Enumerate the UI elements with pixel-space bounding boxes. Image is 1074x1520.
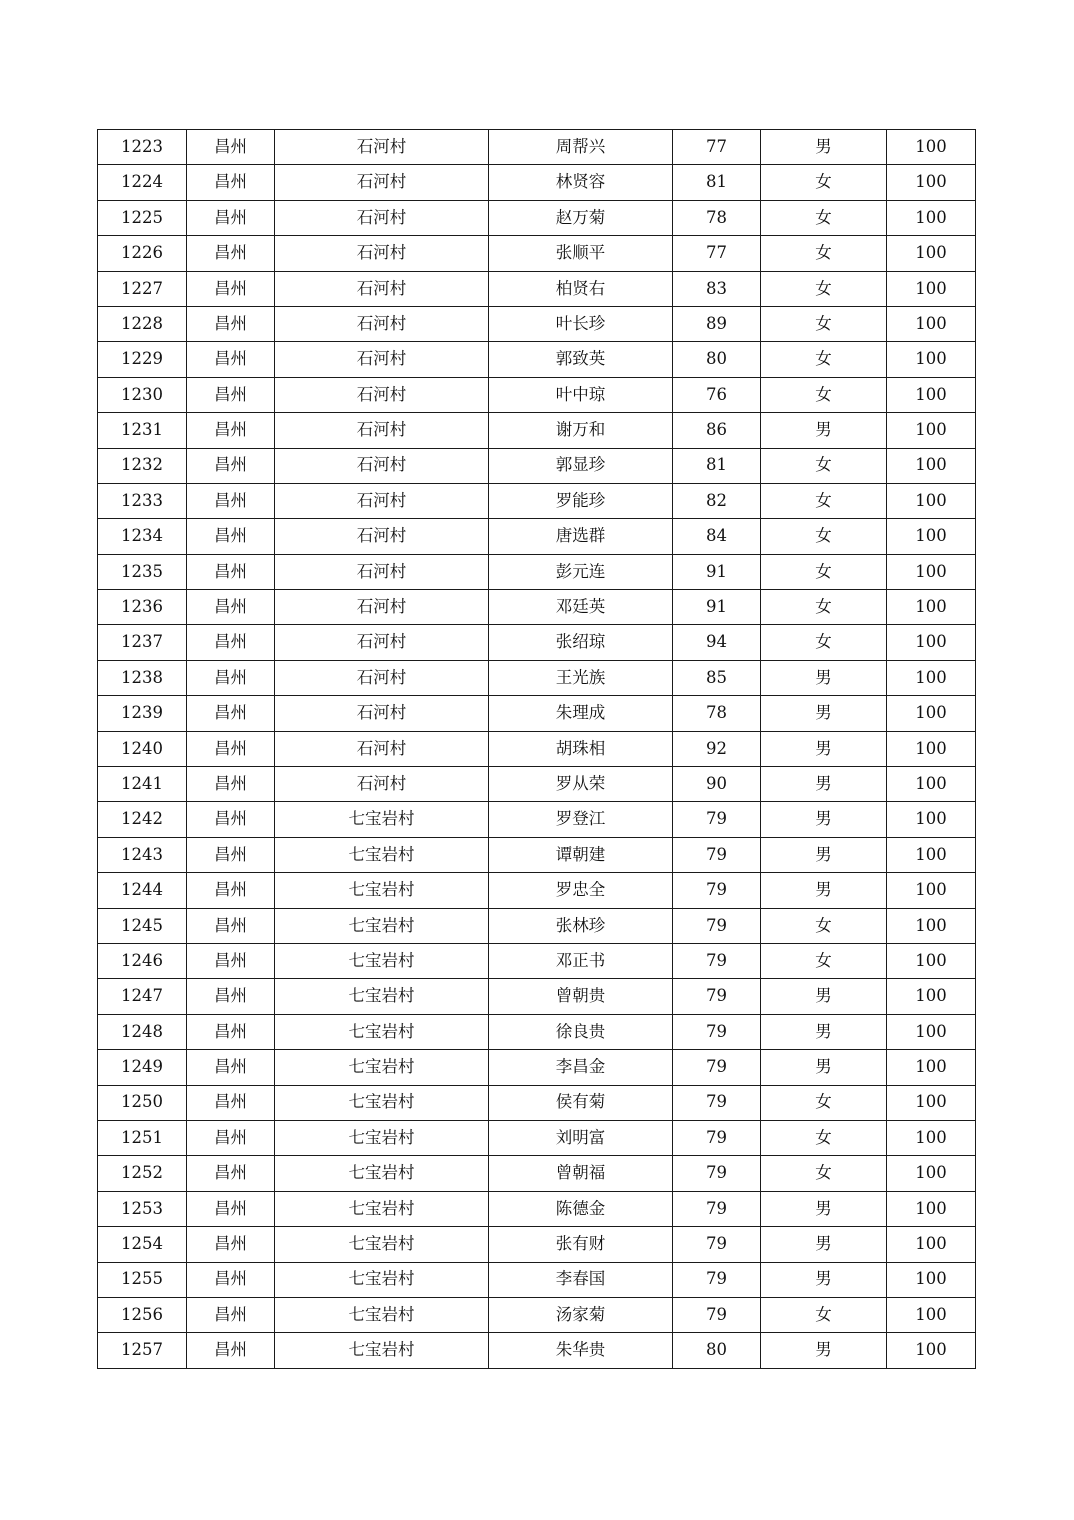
serial-number-cell: 1231 [98,413,187,448]
serial-number-cell: 1241 [98,767,187,802]
sex-cell: 男 [761,1050,887,1085]
table-row [98,130,976,165]
amount-cell: 100 [887,1085,976,1120]
age-cell: 84 [673,519,761,554]
serial-number-cell: 1232 [98,448,187,483]
amount-cell: 100 [887,1262,976,1297]
town-cell: 昌州 [187,1014,275,1049]
sex-cell: 男 [761,696,887,731]
serial-number-cell: 1223 [98,130,187,165]
serial-number-cell: 1256 [98,1297,187,1332]
town-cell: 昌州 [187,696,275,731]
name-cell: 邓正书 [489,943,673,978]
town-cell: 昌州 [187,130,275,165]
table-row [98,802,976,837]
age-cell: 76 [673,377,761,412]
age-cell: 79 [673,979,761,1014]
amount-cell: 100 [887,1333,976,1368]
sex-cell: 男 [761,837,887,872]
sex-cell: 男 [761,130,887,165]
serial-number-cell: 1228 [98,306,187,341]
sex-cell: 女 [761,1297,887,1332]
name-cell: 罗能珍 [489,483,673,518]
age-cell: 77 [673,236,761,271]
amount-cell: 100 [887,767,976,802]
recipient-table [97,129,976,1369]
sex-cell: 女 [761,519,887,554]
town-cell: 昌州 [187,1156,275,1191]
town-cell: 昌州 [187,554,275,589]
sex-cell: 女 [761,625,887,660]
amount-cell: 100 [887,979,976,1014]
table-row [98,908,976,943]
age-cell: 80 [673,1333,761,1368]
sex-cell: 女 [761,554,887,589]
age-cell: 90 [673,767,761,802]
amount-cell: 100 [887,130,976,165]
amount-cell: 100 [887,696,976,731]
age-cell: 81 [673,448,761,483]
serial-number-cell: 1243 [98,837,187,872]
table-row [98,873,976,908]
sex-cell: 女 [761,165,887,200]
village-cell: 石河村 [275,448,489,483]
age-cell: 81 [673,165,761,200]
name-cell: 柏贤右 [489,271,673,306]
amount-cell: 100 [887,873,976,908]
name-cell: 郭显珍 [489,448,673,483]
name-cell: 谭朝建 [489,837,673,872]
name-cell: 谢万和 [489,413,673,448]
table-row [98,837,976,872]
village-cell: 七宝岩村 [275,1120,489,1155]
sex-cell: 男 [761,1333,887,1368]
village-cell: 石河村 [275,413,489,448]
town-cell: 昌州 [187,590,275,625]
age-cell: 79 [673,1085,761,1120]
name-cell: 赵万菊 [489,200,673,235]
village-cell: 石河村 [275,625,489,660]
amount-cell: 100 [887,342,976,377]
village-cell: 七宝岩村 [275,837,489,872]
village-cell: 石河村 [275,130,489,165]
serial-number-cell: 1235 [98,554,187,589]
age-cell: 79 [673,1191,761,1226]
age-cell: 89 [673,306,761,341]
table-row [98,236,976,271]
table-row [98,448,976,483]
town-cell: 昌州 [187,1191,275,1226]
age-cell: 78 [673,200,761,235]
table-row [98,1014,976,1049]
table-row [98,165,976,200]
town-cell: 昌州 [187,943,275,978]
town-cell: 昌州 [187,1333,275,1368]
village-cell: 七宝岩村 [275,943,489,978]
village-cell: 七宝岩村 [275,1014,489,1049]
town-cell: 昌州 [187,837,275,872]
name-cell: 刘明富 [489,1120,673,1155]
town-cell: 昌州 [187,342,275,377]
serial-number-cell: 1240 [98,731,187,766]
sex-cell: 女 [761,483,887,518]
serial-number-cell: 1236 [98,590,187,625]
table-row [98,1262,976,1297]
age-cell: 79 [673,802,761,837]
sex-cell: 男 [761,1191,887,1226]
table-row [98,342,976,377]
sex-cell: 男 [761,413,887,448]
sex-cell: 女 [761,306,887,341]
serial-number-cell: 1242 [98,802,187,837]
serial-number-cell: 1254 [98,1227,187,1262]
table-row [98,306,976,341]
town-cell: 昌州 [187,731,275,766]
village-cell: 七宝岩村 [275,1333,489,1368]
town-cell: 昌州 [187,519,275,554]
village-cell: 七宝岩村 [275,1156,489,1191]
age-cell: 92 [673,731,761,766]
table-row [98,1050,976,1085]
sex-cell: 女 [761,943,887,978]
amount-cell: 100 [887,554,976,589]
age-cell: 83 [673,271,761,306]
age-cell: 79 [673,1297,761,1332]
name-cell: 张绍琼 [489,625,673,660]
amount-cell: 100 [887,483,976,518]
table-row [98,590,976,625]
serial-number-cell: 1226 [98,236,187,271]
town-cell: 昌州 [187,908,275,943]
serial-number-cell: 1250 [98,1085,187,1120]
serial-number-cell: 1249 [98,1050,187,1085]
table-row [98,200,976,235]
serial-number-cell: 1224 [98,165,187,200]
amount-cell: 100 [887,413,976,448]
age-cell: 78 [673,696,761,731]
village-cell: 石河村 [275,377,489,412]
table-row [98,1156,976,1191]
town-cell: 昌州 [187,1297,275,1332]
amount-cell: 100 [887,236,976,271]
name-cell: 王光族 [489,660,673,695]
amount-cell: 100 [887,306,976,341]
serial-number-cell: 1246 [98,943,187,978]
amount-cell: 100 [887,590,976,625]
sex-cell: 男 [761,1262,887,1297]
serial-number-cell: 1239 [98,696,187,731]
serial-number-cell: 1244 [98,873,187,908]
sex-cell: 女 [761,271,887,306]
name-cell: 邓廷英 [489,590,673,625]
town-cell: 昌州 [187,306,275,341]
village-cell: 石河村 [275,236,489,271]
serial-number-cell: 1248 [98,1014,187,1049]
age-cell: 79 [673,1120,761,1155]
serial-number-cell: 1233 [98,483,187,518]
village-cell: 石河村 [275,696,489,731]
town-cell: 昌州 [187,873,275,908]
age-cell: 86 [673,413,761,448]
serial-number-cell: 1245 [98,908,187,943]
amount-cell: 100 [887,660,976,695]
name-cell: 陈德金 [489,1191,673,1226]
town-cell: 昌州 [187,1050,275,1085]
age-cell: 80 [673,342,761,377]
village-cell: 七宝岩村 [275,1227,489,1262]
sex-cell: 女 [761,448,887,483]
sex-cell: 男 [761,660,887,695]
town-cell: 昌州 [187,660,275,695]
town-cell: 昌州 [187,165,275,200]
name-cell: 罗登江 [489,802,673,837]
table-row [98,696,976,731]
serial-number-cell: 1251 [98,1120,187,1155]
village-cell: 七宝岩村 [275,979,489,1014]
serial-number-cell: 1238 [98,660,187,695]
name-cell: 徐良贵 [489,1014,673,1049]
amount-cell: 100 [887,1014,976,1049]
amount-cell: 100 [887,731,976,766]
sex-cell: 女 [761,1120,887,1155]
name-cell: 李春国 [489,1262,673,1297]
amount-cell: 100 [887,1120,976,1155]
name-cell: 朱理成 [489,696,673,731]
sex-cell: 男 [761,731,887,766]
amount-cell: 100 [887,200,976,235]
name-cell: 唐选群 [489,519,673,554]
name-cell: 周帮兴 [489,130,673,165]
table-row [98,625,976,660]
town-cell: 昌州 [187,625,275,660]
amount-cell: 100 [887,377,976,412]
serial-number-cell: 1253 [98,1191,187,1226]
table-row [98,767,976,802]
age-cell: 79 [673,873,761,908]
sex-cell: 男 [761,802,887,837]
name-cell: 罗忠全 [489,873,673,908]
table-row [98,1297,976,1332]
name-cell: 郭致英 [489,342,673,377]
serial-number-cell: 1230 [98,377,187,412]
age-cell: 94 [673,625,761,660]
town-cell: 昌州 [187,802,275,837]
serial-number-cell: 1234 [98,519,187,554]
town-cell: 昌州 [187,271,275,306]
amount-cell: 100 [887,1156,976,1191]
sex-cell: 女 [761,377,887,412]
village-cell: 石河村 [275,660,489,695]
village-cell: 石河村 [275,767,489,802]
sex-cell: 女 [761,590,887,625]
town-cell: 昌州 [187,1085,275,1120]
serial-number-cell: 1255 [98,1262,187,1297]
town-cell: 昌州 [187,413,275,448]
name-cell: 张有财 [489,1227,673,1262]
village-cell: 石河村 [275,590,489,625]
amount-cell: 100 [887,1191,976,1226]
village-cell: 石河村 [275,483,489,518]
amount-cell: 100 [887,837,976,872]
amount-cell: 100 [887,802,976,837]
sex-cell: 女 [761,342,887,377]
name-cell: 张顺平 [489,236,673,271]
name-cell: 朱华贵 [489,1333,673,1368]
amount-cell: 100 [887,1227,976,1262]
name-cell: 林贤容 [489,165,673,200]
amount-cell: 100 [887,1297,976,1332]
village-cell: 七宝岩村 [275,1085,489,1120]
table-row [98,1085,976,1120]
table-row [98,1333,976,1368]
name-cell: 曾朝福 [489,1156,673,1191]
town-cell: 昌州 [187,483,275,518]
sex-cell: 女 [761,200,887,235]
name-cell: 胡珠相 [489,731,673,766]
town-cell: 昌州 [187,448,275,483]
table-row [98,1191,976,1226]
table-row [98,731,976,766]
table-row [98,979,976,1014]
sex-cell: 女 [761,908,887,943]
table-row [98,483,976,518]
age-cell: 79 [673,1014,761,1049]
name-cell: 侯有菊 [489,1085,673,1120]
table-row [98,554,976,589]
village-cell: 七宝岩村 [275,1297,489,1332]
town-cell: 昌州 [187,200,275,235]
village-cell: 石河村 [275,271,489,306]
amount-cell: 100 [887,519,976,554]
age-cell: 91 [673,554,761,589]
age-cell: 82 [673,483,761,518]
serial-number-cell: 1257 [98,1333,187,1368]
town-cell: 昌州 [187,767,275,802]
age-cell: 85 [673,660,761,695]
age-cell: 77 [673,130,761,165]
name-cell: 张林珍 [489,908,673,943]
table-row [98,271,976,306]
serial-number-cell: 1225 [98,200,187,235]
table-row [98,660,976,695]
town-cell: 昌州 [187,979,275,1014]
name-cell: 汤家菊 [489,1297,673,1332]
age-cell: 79 [673,1050,761,1085]
age-cell: 79 [673,1227,761,1262]
serial-number-cell: 1237 [98,625,187,660]
amount-cell: 100 [887,165,976,200]
age-cell: 91 [673,590,761,625]
town-cell: 昌州 [187,1262,275,1297]
town-cell: 昌州 [187,236,275,271]
table-row [98,943,976,978]
serial-number-cell: 1227 [98,271,187,306]
village-cell: 石河村 [275,731,489,766]
name-cell: 罗从荣 [489,767,673,802]
age-cell: 79 [673,943,761,978]
name-cell: 李昌金 [489,1050,673,1085]
village-cell: 石河村 [275,200,489,235]
sex-cell: 女 [761,236,887,271]
town-cell: 昌州 [187,377,275,412]
sex-cell: 男 [761,767,887,802]
village-cell: 七宝岩村 [275,802,489,837]
amount-cell: 100 [887,271,976,306]
village-cell: 石河村 [275,519,489,554]
amount-cell: 100 [887,625,976,660]
age-cell: 79 [673,837,761,872]
village-cell: 七宝岩村 [275,1262,489,1297]
table-row [98,519,976,554]
age-cell: 79 [673,1156,761,1191]
village-cell: 七宝岩村 [275,1191,489,1226]
village-cell: 石河村 [275,306,489,341]
sex-cell: 男 [761,1227,887,1262]
table-row [98,377,976,412]
village-cell: 石河村 [275,342,489,377]
town-cell: 昌州 [187,1120,275,1155]
amount-cell: 100 [887,448,976,483]
name-cell: 叶长珍 [489,306,673,341]
age-cell: 79 [673,908,761,943]
amount-cell: 100 [887,943,976,978]
name-cell: 曾朝贵 [489,979,673,1014]
table-row [98,1227,976,1262]
serial-number-cell: 1229 [98,342,187,377]
sex-cell: 男 [761,1014,887,1049]
age-cell: 79 [673,1262,761,1297]
sex-cell: 女 [761,1156,887,1191]
table-row [98,1120,976,1155]
amount-cell: 100 [887,908,976,943]
village-cell: 七宝岩村 [275,908,489,943]
village-cell: 石河村 [275,165,489,200]
village-cell: 七宝岩村 [275,873,489,908]
village-cell: 七宝岩村 [275,1050,489,1085]
serial-number-cell: 1247 [98,979,187,1014]
sex-cell: 男 [761,979,887,1014]
village-cell: 石河村 [275,554,489,589]
table-row [98,413,976,448]
town-cell: 昌州 [187,1227,275,1262]
name-cell: 彭元连 [489,554,673,589]
serial-number-cell: 1252 [98,1156,187,1191]
sex-cell: 女 [761,1085,887,1120]
name-cell: 叶中琼 [489,377,673,412]
sex-cell: 男 [761,873,887,908]
recipient-table-body [98,130,976,1369]
amount-cell: 100 [887,1050,976,1085]
